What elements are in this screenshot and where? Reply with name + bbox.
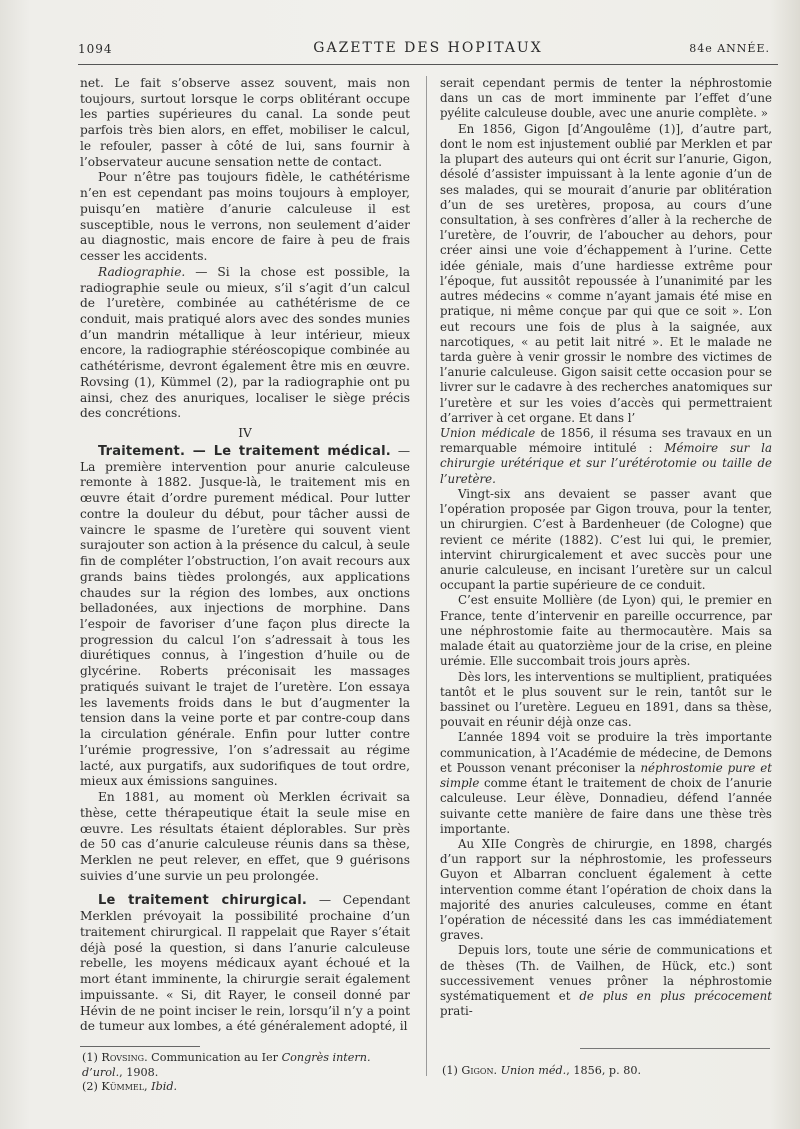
footnote-source: Union méd. <box>500 1064 567 1077</box>
right-paragraph: En 1856, Gigon [d’Angoulême (1)], d’autre part, dont le nom est injustement oublié par Merklen et par la plupart des auteurs qui ont écrit sur l’anurie, Gigon, désolé d’assister impuissant à la lente agonie d’un de ses malades, qui se mourait d’anurie par oblitération d’un de ses uretères, proposa, au cours d’une consultation, à ses confrères d’aller à la recherche de l’uretère, de l’ouvrir, de l’aboucher au dehors, pour créer ainsi une voie d’échappement à l’urine. Cette idée géniale, mais d’une hardiesse extrême pour l’époque, fut aussitôt repoussée à l’unanimité par les autres médecins « comme n’ayant jamais été mise en pratique, ni même conçue par qui que ce soit ». L’on eut recours une fois de plus à la saignée, aux narcotiques, « au petit lait nitré ». Et le malade ne tarda guère à venir grossir le nombre des victimes de l’anurie calculeuse. Gigon saisit cette occasion pour se livrer sur le cadavre à des recherches anatomiques sur l’uretère et sur les voies d’accès qui permettraient d’arriver à cet organe. Et dans l’ <box>440 121 772 425</box>
left-paragraph: En 1881, au moment où Merklen écrivait sa thèse, cette thérapeutique était la seule mise en œuvre. Les résultats étaient déplorables. Sur près de 50 cas d’anurie calculeuse réunis dans sa thèse, Merklen ne peut relever, en effet, que 9 guérisons suivies d’une survie un peu prolongée. <box>80 790 410 883</box>
footnote-author: Kümmel <box>101 1080 145 1093</box>
right-column <box>440 76 772 1020</box>
page-number: 1094 <box>78 42 113 56</box>
section-heading: Traitement. — Le traitement médical. <box>98 443 391 459</box>
header-rule <box>78 64 778 65</box>
right-paragraph: C’est ensuite Mollière (de Lyon) qui, le premier en France, tente d’intervenir en pareille occurrence, par une néphrostomie faite au thermocautère. Mais sa malade était au quatorzième jour de la crise, en pleine urémie. Elle succombait trois jours après. <box>440 593 772 669</box>
right-footnote-rule <box>580 1048 770 1049</box>
footnote-author: Gigon <box>461 1064 494 1077</box>
italic-title: Union médicale <box>440 426 536 441</box>
left-spacer <box>80 884 410 893</box>
right-paragraph: serait cependant permis de tenter la néphrostomie dans un cas de mort imminente par l’effet d’une pyélite calculeuse double, avec une anurie complète. » <box>440 76 772 121</box>
right-paragraph: L’année 1894 voit se produire la très importante communication, à l’Académie de médecine, de Demons et Pousson venant préconiser la néphrostomie pure et simple comme étant le traitement de choix de l’anurie calculeuse. Leur élève, Donnadieu, défend l’année suivante cette manière de faire dans une thèse très importante. <box>440 730 772 836</box>
footnote-author: Rovsing <box>101 1051 145 1064</box>
journal-title: GAZETTE DES HOPITAUX <box>313 40 543 56</box>
left-paragraph: Pour n’être pas toujours fidèle, le cathétérisme n’en est cependant pas moins toujours à employer, puisqu’en matière d’anurie calculeuse il est susceptible, nous le verrons, non seulement d’aider au diagnostic, mais encore de faire à peu de frais cesser les accidents. <box>80 170 410 264</box>
section-number: IV <box>238 426 252 441</box>
left-paragraph: net. Le fait s’observe assez souvent, mais non toujours, surtout lorsque le corps oblitérant occupe les parties supérieures du canal. La sonde peut parfois très bien alors, en effet, mobiliser le calcul, le refouler, passer à côté de lui, sans fournir à l’observateur aucune sensation nette de contact. <box>80 76 410 169</box>
right-paragraph: Au XIIe Congrès de chirurgie, en 1898, chargés d’un rapport sur la néphrostomie, les professeurs Guyon et Albarran concluent également à cette intervention comme étant l’opération de choix dans la majorité des anuries calculeuses, comme en étant l’opération de nécessité dans les cas immédiatement graves. <box>440 836 772 943</box>
right-paragraph: Union médicale de 1856, il résuma ses travaux en un remarquable mémoire intitulé : Mémoire sur la chirurgie urétérique et sur l’urétérotomie ou taille de l’uretère. <box>440 426 772 486</box>
left-paragraph: Radiographie. — Si la chose est possible, la radiographie seule ou mieux, s’il s’agit d’un calcul de l’uretère, combinée au cathétérisme de ce conduit, mais pratiqué alors avec des sondes munies d’un mandrin métallique à leur intérieur, mieux encore, la radiographie stéréoscopique combinée au cathétérisme, devront également être mis en œuvre. Rovsing (1), Kümmel (2), par la radiographie ont pu ainsi, chez des anuriques, localiser le siège précis des concrétions. <box>80 264 410 421</box>
italic-title: Mémoire sur la chirurgie urétérique et sur l’urétérotomie ou taille de l’uretère. <box>440 441 772 486</box>
footnote: (1) Rovsing. Communication au Ier Congrès intern. d’urol., 1908. <box>82 1051 371 1079</box>
column-divider <box>426 76 427 1076</box>
left-column <box>80 76 410 1035</box>
right-paragraph: Vingt-six ans devaient se passer avant que l’opération proposée par Gigon trouva, pour la tenter, un chirurgien. C’est à Bardenheuer (de Cologne) que revient ce mérite (1882). C’est lui qui, le premier, intervint chirurgicalement et avec succès pour une anurie calculeuse, en incisant l’uretère sur un calcul occupant la partie supérieure de ce conduit. <box>440 486 772 593</box>
footnote-source: Congrès intern. d’urol. <box>82 1051 371 1079</box>
page-header <box>78 40 778 60</box>
footnote-source: Ibid. <box>151 1080 178 1093</box>
left-footnotes <box>82 1051 412 1095</box>
right-footnotes <box>442 1064 772 1079</box>
italic-phrase: de plus en plus précocement <box>579 989 772 1004</box>
left-paragraph: Traitement. — Le traitement médical. — La première intervention pour anurie calculeuse remonte à 1882. Jusque-là, le traitement mis en œuvre était d’ordre purement médical. Pour lutter contre la douleur du début, pour tâcher aussi de vaincre le spasme de l’uretère qui souvent vient surajouter son action à la présence du calcul, à seule fin de compléter l’obstruction, l’on avait recours aux grands bains tièdes prolongés, aux applications chaudes sur la région des lombes, aux onctions belladonées, aux injections de morphine. Dans l’espoir de favoriser d’une façon plus directe la progression du calcul l’on s’adressait à tous les diurétiques connus, à l’ingestion d’huile ou de glycérine. Roberts préconisait les massages pratiqués suivant le trajet de l’uretère. L’on essaya les lavements froids dans le but d’augmenter la tension dans la veine porte et par contre-coup dans la circulation générale. Enfin pour lutter contre l’urémie progressive, l’on s’adressait au régime lacté, aux purgatifs, aux sudorifiques de tout ordre, mieux aux émissions sanguines. <box>80 443 411 789</box>
italic-phrase: néphrostomie pure et simple <box>440 760 772 791</box>
right-paragraph: Dès lors, les interventions se multiplient, pratiquées tantôt et le plus souvent sur le rein, tantôt sur le bassinet ou l’uretère. Legueu en 1891, dans sa thèse, pouvait en réunir déjà onze cas. <box>440 669 772 730</box>
footnote: (2) Kümmel, Ibid. <box>82 1080 178 1093</box>
right-paragraph: Depuis lors, toute une série de communications et de thèses (Th. de Vailhen, de Hück, etc.) sont successivement venues prôner la néphrostomie systématiquement et de plus en plus précocement prati- <box>440 943 772 1019</box>
paragraph-lead: Radiographie. <box>98 264 186 279</box>
section-heading: Le traitement chirurgical. <box>98 893 308 909</box>
footnote: (1) Gigon. Union méd., 1856, p. 80. <box>442 1064 641 1077</box>
left-paragraph: Le traitement chirurgical. — Cependant Merklen prévoyait la possibilité prochaine d’un traitement chirurgical. Il rappelait que Rayer s’était déjà posé la question, si dans l’anurie calculeuse rebelle, les moyens médicaux ayant échoué et la mort étant imminente, la chirurgie serait également impuissante. « Si, dit Rayer, le conseil donné par Hévin de ne point inciser le rein, lorsqu’il n’y a point de tumeur aux lombes, a été généralement adopté, il <box>80 893 411 1034</box>
volume-year: 84e ANNÉE. <box>689 42 770 55</box>
left-footnote-rule <box>80 1046 200 1047</box>
